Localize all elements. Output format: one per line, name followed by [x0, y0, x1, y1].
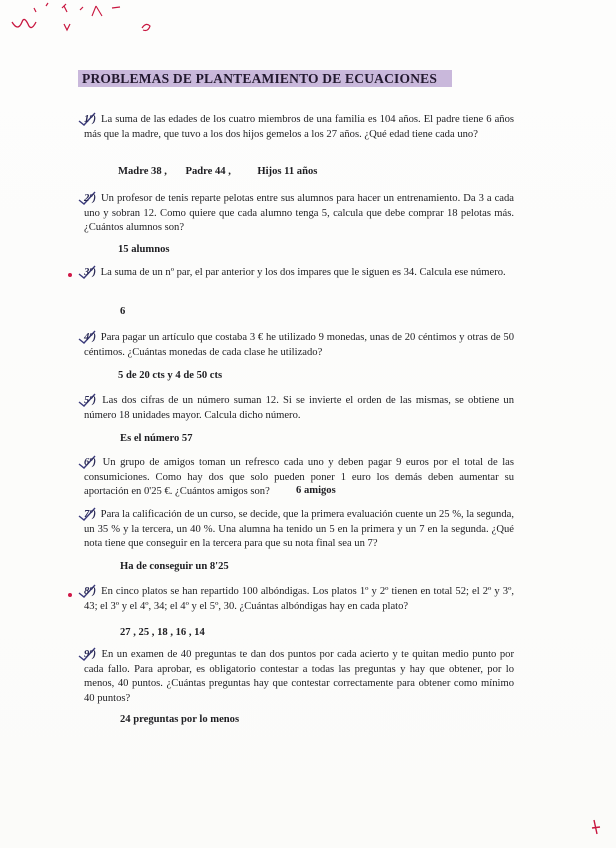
problem-1-answer: Madre 38 , Padre 44 , Hijos 11 años [118, 166, 318, 177]
problem-text: Las dos cifras de un número suman 12. Si se invierte el orden de las mismas, se obtiene un número 18 unidades mayor. Calcula dicho número. [84, 395, 514, 421]
problem-2 [84, 192, 514, 236]
problem-9-answer: 24 preguntas por lo menos [120, 714, 240, 725]
problem-7 [84, 508, 514, 552]
page-title: PROBLEMAS DE PLANTEAMIENTO DE ECUACIONES [78, 70, 452, 87]
problem-text: Para la calificación de un curso, se decide, que la primera evaluación cuente un 25 %, la segunda, un 35 % y la tercera, un 40 %. Una alumna ha tenido un 5 en la primera y un 7 en la segunda. ¿Qué nota tiene que conseguir en la tercera para que su nota final sea un 7? [84, 509, 514, 549]
problem-3-answer: 6 [120, 306, 126, 317]
problem-number: 7º) [84, 509, 97, 520]
problem-5 [84, 394, 514, 423]
problem-text: La suma de un nº par, el par anterior y los dos impares que le siguen es 34. Calcula ese número. [100, 267, 506, 278]
problem-text: Un profesor de tenis reparte pelotas entre sus alumnos para hacer un entrenamiento. Da 3 a cada uno y sobran 12. Como quiere que cada alumno tenga 5, calcula que debe comprar 18 pelotas más. ¿Cuántos alumnos son? [84, 193, 514, 233]
problem-number: 4º) [84, 332, 97, 343]
problem-number: 6º) [84, 457, 97, 468]
problem-text: En un examen de 40 preguntas te dan dos puntos por cada acierto y te quitan medio punto por cada fallo. Para aprobar, es obligatorio contestar a todas las preguntas y hay que obtener, por lo menos, 40 puntos. ¿Cuántas preguntas hay que contestar correctamente para obtener como mínimo 40 puntos? [84, 649, 514, 704]
problem-number: 3º) [84, 267, 97, 278]
problem-8-answer: 27 , 25 , 18 , 16 , 14 [120, 627, 205, 638]
problem-number: 5º) [84, 395, 97, 406]
problem-5-answer: Es el número 57 [120, 433, 193, 444]
pen-mark-icon [588, 818, 604, 836]
handwritten-marks [0, 0, 200, 45]
problem-text: En cinco platos se han repartido 100 albóndigas. Los platos 1º y 2º tienen en total 52; el 2º y 3º, 43; el 3º y el 4º, 34; el 4º y el 5º, 30. ¿Cuántas albóndigas hay en cada plato? [84, 586, 514, 612]
problem-text: Un grupo de amigos toman un refresco cada uno y deben pagar 9 euros por el total de las consumiciones. Como hay dos que solo pueden poner 1 euro los demás deben aumentar su aportación en 0'25 €. ¿Cuántos amigos son? [84, 457, 514, 497]
red-dot-icon [68, 273, 72, 277]
problem-number: 9º) [84, 649, 97, 660]
problem-2-answer: 15 alumnos [118, 244, 170, 255]
red-dot-icon [68, 593, 72, 597]
problem-4-answer: 5 de 20 cts y 4 de 50 cts [118, 370, 223, 381]
problem-8 [84, 585, 514, 614]
problem-text: La suma de las edades de los cuatro miembros de una familia es 104 años. El padre tiene 6 años más que la madre, que tuvo a los dos hijos gemelos a los 27 años. ¿Qué edad tiene cada uno? [84, 114, 515, 140]
problem-1 [84, 113, 514, 142]
problem-9 [84, 648, 514, 706]
problem-4 [84, 331, 514, 360]
problem-3 [84, 266, 514, 281]
problem-number: 2º) [84, 193, 97, 204]
problem-6-answer: 6 amigos [296, 485, 336, 496]
problem-text: Para pagar un artículo que costaba 3 € he utilizado 9 monedas, unas de 20 céntimos y otras de 50 céntimos. ¿Cuántas monedas de cada clase he utilizado? [84, 332, 514, 358]
problem-7-answer: Ha de conseguir un 8'25 [120, 561, 229, 572]
problem-number: 8º) [84, 586, 97, 597]
problem-number: 1º) [84, 114, 97, 125]
